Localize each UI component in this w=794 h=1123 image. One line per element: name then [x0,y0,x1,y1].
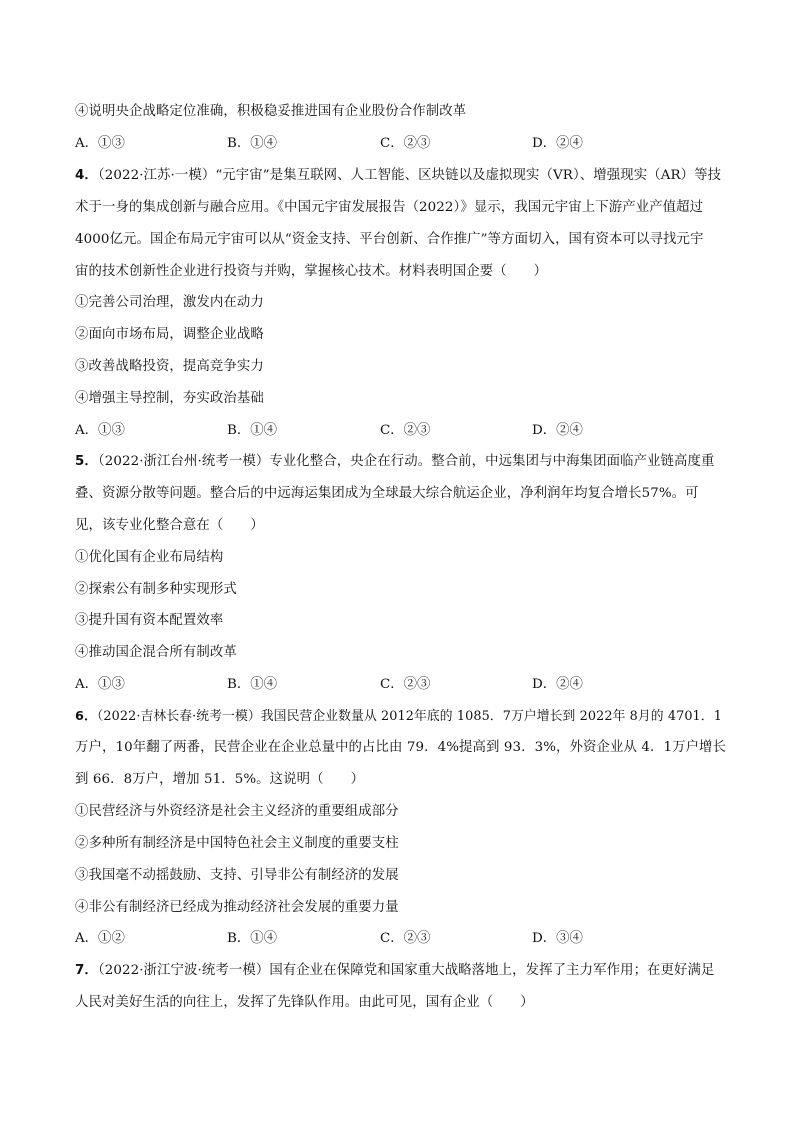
q6-item-2: ②多种所有制经济是中国特色社会主义制度的重要支柱 [75,836,399,851]
q5-item-3: ③提升国有资本配置效率 [75,613,224,628]
q4-option-b: B．①④ [227,423,278,438]
q4-item-4: ④增强主导控制，夯实政治基础 [75,391,264,406]
q5-item-1: ①优化国有企业布局结构 [75,550,224,565]
q7-number: 7． [75,963,98,978]
q3-option-c: C．②③ [380,136,431,151]
q5-option-b: B．①④ [227,677,278,692]
q3-option-b: B．①④ [227,136,278,151]
q3-options [75,134,725,154]
q6-option-a: A．①② [75,931,125,946]
q4-stem-line-4: 宙的技术创新性企业进行投资与并购，掌握核心技术。材料表明国企要（ ） [75,264,548,279]
q6-item-1: ①民营经济与外资经济是社会主义经济的重要组成部分 [75,804,399,819]
q6-option-c: C．②③ [380,931,431,946]
q6-option-d: D．③④ [532,931,583,946]
q4-stem-line-3: 4000亿元。国企布局元宇宙可以从“资金支持、平台创新、合作推广”等方面切入，国有资本可以寻找元宇 [75,232,704,247]
q3-option-d: D．②④ [532,136,583,151]
q3-item-4: ④说明央企战略定位准确，积极稳妥推进国有企业股份合作制改革 [75,104,467,119]
q3-option-a: A．①③ [75,136,125,151]
q6-stem-line-2: 万户，10年翻了两番，民营企业在企业总量中的占比由 79．4%提高到 93．3%，外资企业从 4．1万户增长 [75,740,727,755]
q6-stem-text-1: （2022·吉林长春·统考一模）我国民营企业数量从 2012年底的 1085．7万户增长到 2022年 8月的 4701．1 [96,709,722,724]
q4-stem-line-2: 术于一身的集成创新与融合应用。《中国元宇宙发展报告（2022）》显示，我国元宇宙上下游产业产值超过 [75,200,704,215]
q5-stem-line-3: 见，该专业化整合意在（ ） [75,518,264,533]
q4-item-2: ②面向市场布局，调整企业战略 [75,327,264,342]
q4-options [75,421,725,441]
q6-stem-line-3: 到 66．8万户，增加 51．5%。这说明（ ） [75,772,365,787]
q4-item-1: ①完善公司治理，激发内在动力 [75,295,264,310]
q5-item-4: ④推动国企混合所有制改革 [75,645,237,660]
q5-stem-line-2: 叠、资源分散等问题。整合后的中远海运集团成为全球最大综合航运企业，净利润年均复合增长57%。可 [75,486,699,501]
q6-options [75,929,725,949]
q5-item-2: ②探索公有制多种实现形式 [75,582,237,597]
q4-stem-line-1 [75,166,725,186]
q5-stem-text-1: （2022·浙江台州·统考一模）专业化整合，央企在行动。整合前，中远集团与中海集团面临产业链高度重 [97,454,715,469]
q5-stem-line-1 [75,452,725,472]
q5-options [75,675,725,695]
q6-stem-line-1 [75,707,725,727]
q7-stem-line-2: 人民对美好生活的向往上，发挥了先锋队作用。由此可见，国有企业（ ） [75,995,534,1010]
q6-number: 6． [75,709,97,724]
q4-option-c: C．②③ [380,423,431,438]
q5-option-c: C．②③ [380,677,431,692]
q5-option-a: A．①③ [75,677,125,692]
q6-option-b: B．①④ [227,931,278,946]
q4-stem-text-1: （2022·江苏·一模）“元宇宙”是集互联网、人工智能、区块链以及虚拟现实（VR）、增强现实（AR）等技 [97,168,722,183]
q6-item-3: ③我国毫不动摇鼓励、支持、引导非公有制经济的发展 [75,868,399,883]
q5-number: 5． [75,454,98,469]
q4-option-a: A．①③ [75,423,125,438]
q4-option-d: D．②④ [532,423,583,438]
q4-number: 4． [75,168,98,183]
q7-stem-line-1 [75,961,725,981]
q5-option-d: D．②④ [532,677,583,692]
q4-item-3: ③改善战略投资，提高竞争实力 [75,359,264,374]
q7-stem-text-1: （2022·浙江宁波·统考一模）国有企业在保障党和国家重大战略落地上，发挥了主力军作用；在更好满足 [97,963,715,978]
q6-item-4: ④非公有制经济已经成为推动经济社会发展的重要力量 [75,900,399,915]
